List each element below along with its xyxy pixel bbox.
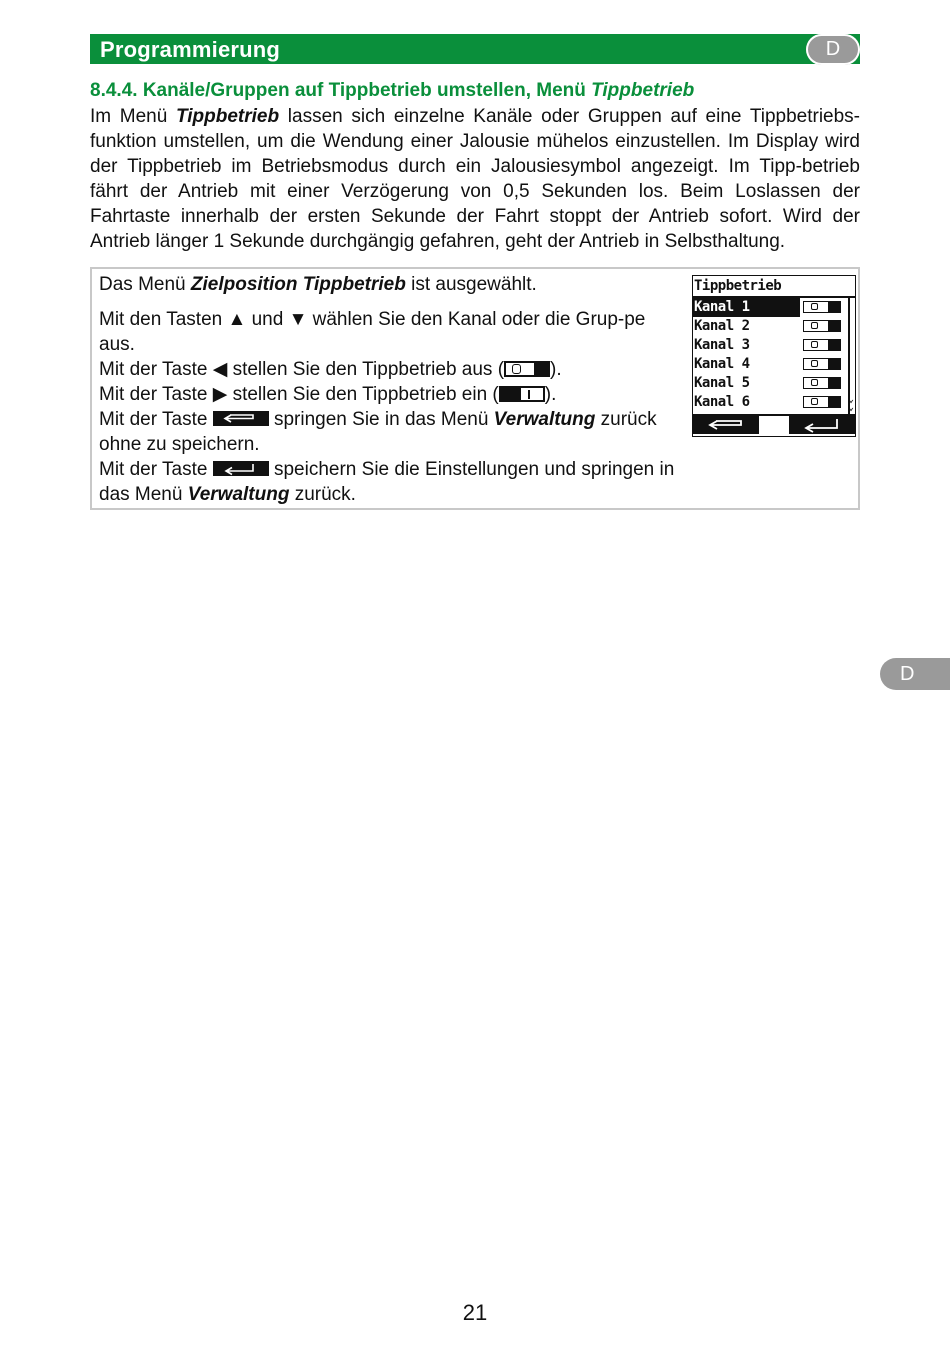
lcd-channel-row [693, 317, 855, 336]
lcd-channel-row [693, 393, 855, 412]
text-fragment: Mit der Taste ▶ stellen Sie den Tippbetrieb ein ( [99, 384, 499, 405]
lcd-channel-label: Kanal 5 [694, 375, 750, 391]
language-tab: D [806, 34, 860, 65]
instruction-line-selected [99, 272, 679, 297]
switch-off-icon [803, 377, 841, 389]
lcd-channel-label: Kanal 6 [694, 394, 750, 410]
switch-off-icon [504, 361, 550, 377]
intro-prefix: Im Menü [90, 106, 176, 127]
section-heading-menu: Tippbetrieb [591, 80, 695, 101]
enter-arrow-icon [213, 461, 269, 476]
instruction-line-on [99, 382, 679, 407]
section-heading [90, 80, 860, 102]
text-fragment: Mit der Taste [99, 459, 213, 480]
lcd-channel-label: Kanal 1 [694, 299, 750, 315]
instruction-line-off [99, 357, 679, 382]
lcd-display [692, 275, 856, 437]
instruction-text [99, 272, 679, 507]
intro-body: lassen sich einzelne Kanäle oder Gruppen auf eine Tippbetriebs-funktion umstellen, um die Wendung einer Jalousie mühelos einzustellen. Im Display wird der Tippbetrieb im Betriebsmodus durch ein Jalousiesymbol angezeigt. Im Tipp-betrieb fährt der Antrieb mit einer Verzögerung von 0,5 Sekunden los. Beim Loslassen der Fahrtaste innerhalb der ersten Sekunde der Fahrt stoppt der Antrieb sofort. Wird der Antrieb länger 1 Sekunde durchgängig gefahren, geht der Antrieb in Selbsthaltung. [90, 106, 860, 252]
scroll-down-icon: ⌄ ⌄ [847, 394, 854, 413]
instruction-line-back [99, 407, 679, 457]
lcd-channel-row [693, 374, 855, 393]
section-header-bar [90, 34, 860, 64]
lcd-channel-row [693, 298, 800, 317]
instruction-line-select-channel: Mit den Tasten ▲ und ▼ wählen Sie den Kanal oder die Grup-pe aus. [99, 309, 646, 355]
lcd-channel-row [693, 355, 855, 374]
switch-on-icon [499, 386, 545, 402]
lcd-channel-label: Kanal 2 [694, 318, 750, 334]
menu-name: Verwaltung [187, 484, 290, 505]
text-fragment: ist ausgewählt. [405, 274, 537, 295]
menu-name: Verwaltung [493, 409, 596, 430]
back-arrow-icon [213, 411, 269, 426]
lcd-channel-label: Kanal 3 [694, 337, 750, 353]
text-fragment: speichern Sie die Einstellungen und springen in das Menü [99, 459, 675, 505]
instruction-box [90, 267, 860, 510]
menu-name: Zielposition Tippbetrieb [190, 274, 406, 295]
switch-off-icon [803, 339, 841, 351]
section-header-title: Programmierung [100, 37, 281, 62]
lcd-channel-label: Kanal 4 [694, 356, 750, 372]
lcd-title: Tippbetrieb [693, 276, 855, 298]
intro-menu-name: Tippbetrieb [176, 106, 280, 127]
text-fragment: Mit der Taste [99, 409, 213, 430]
switch-off-icon [803, 396, 841, 408]
switch-off-icon [803, 301, 841, 313]
section-heading-text: 8.4.4. Kanäle/Gruppen auf Tippbetrieb umstellen, Menü [90, 80, 592, 101]
back-arrow-icon [693, 416, 759, 434]
text-fragment: zurück. [289, 484, 356, 505]
switch-off-icon [803, 320, 841, 332]
switch-off-icon [803, 358, 841, 370]
intro-paragraph [90, 104, 860, 254]
lcd-back-key [693, 416, 759, 434]
text-fragment: zurück ohne zu speichern. [99, 409, 657, 455]
text-fragment: Das Menü [99, 274, 191, 295]
side-language-tab: D [880, 658, 950, 690]
text-fragment: springen Sie in das Menü [268, 409, 494, 430]
lcd-channel-row [693, 336, 855, 355]
text-fragment: Mit der Taste ◀ stellen Sie den Tippbetrieb aus ( [99, 359, 505, 380]
lcd-enter-key [789, 416, 855, 434]
text-fragment: ). [544, 384, 557, 405]
lcd-softkeys [693, 414, 855, 436]
text-fragment: ). [550, 359, 562, 380]
page-number: 21 [462, 1300, 488, 1325]
instruction-line-save [99, 457, 679, 507]
enter-arrow-icon [789, 416, 855, 434]
